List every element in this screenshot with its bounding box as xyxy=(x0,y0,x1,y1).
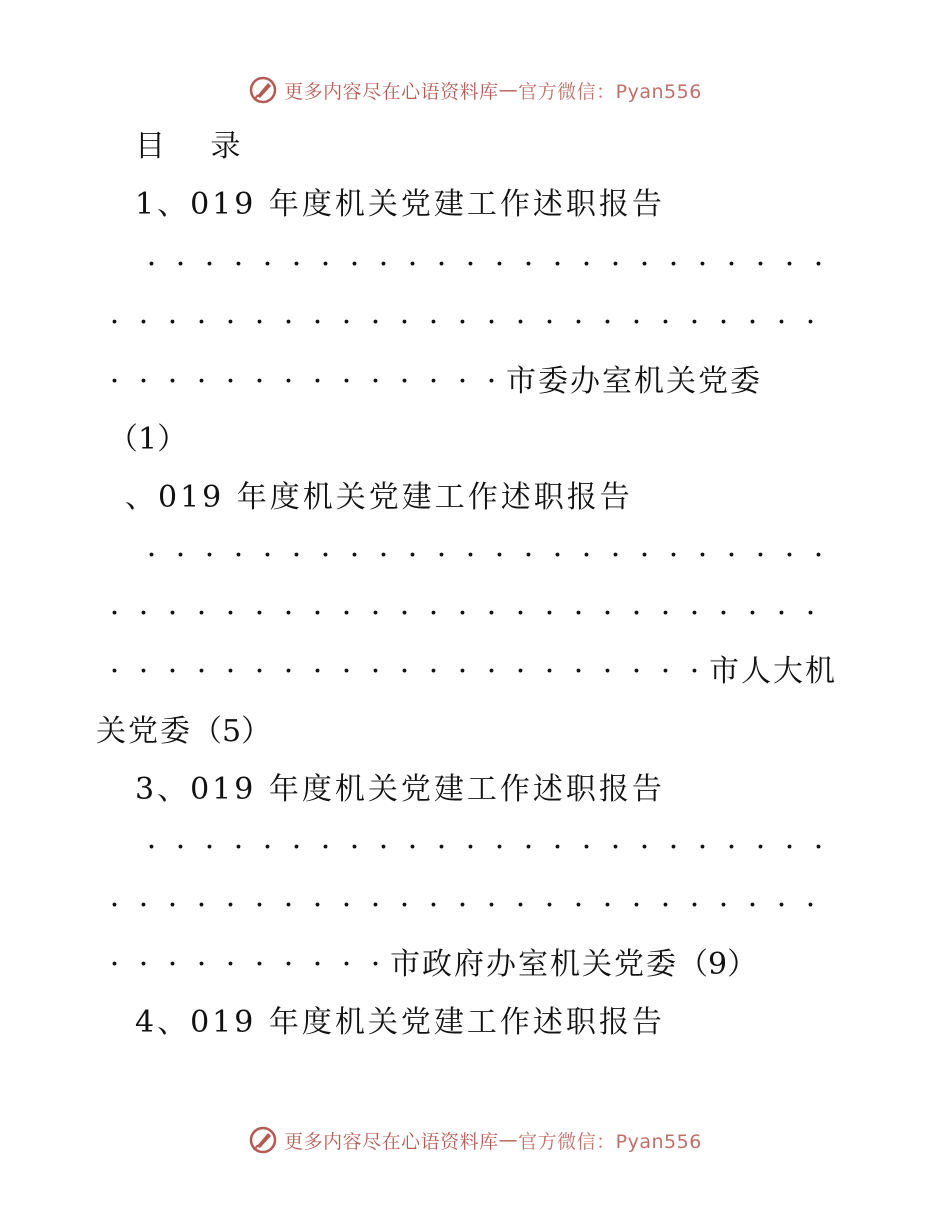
leader-dot: · xyxy=(262,830,273,865)
toc-entry-1-page: （1） xyxy=(108,422,188,457)
leader-dot: · xyxy=(341,654,352,689)
leader-dot: · xyxy=(660,654,671,689)
leader-dot: · xyxy=(718,888,729,923)
leader-dot: · xyxy=(407,830,418,865)
leader-dot: · xyxy=(457,654,468,689)
leader-dot: · xyxy=(320,538,331,573)
quill-seal-icon xyxy=(248,75,278,105)
leader-dot: · xyxy=(109,888,120,923)
leader-dot: · xyxy=(544,888,555,923)
toc-entry-3-page: （9） xyxy=(678,947,758,982)
watermark-banner-top xyxy=(0,70,950,110)
leader-dot: · xyxy=(631,888,642,923)
leader-dot: · xyxy=(225,596,236,631)
leader-dot: · xyxy=(283,364,294,399)
leader-dot: · xyxy=(428,654,439,689)
leader-dot: · xyxy=(341,947,352,982)
leader-dot: · xyxy=(494,830,505,865)
dot-leader xyxy=(137,828,833,868)
leader-dot: · xyxy=(109,947,120,982)
leader-dot: · xyxy=(283,947,294,982)
leader-dot: · xyxy=(312,947,323,982)
leader-dot: · xyxy=(544,596,555,631)
leader-dot: · xyxy=(399,596,410,631)
leader-dot: · xyxy=(602,888,613,923)
leader-dot: · xyxy=(573,888,584,923)
leader-dot: · xyxy=(283,888,294,923)
leader-dot: · xyxy=(515,305,526,340)
leader-dot: · xyxy=(254,654,265,689)
leader-dot: · xyxy=(813,247,824,282)
watermark-separator: — xyxy=(498,79,519,101)
leader-dot: · xyxy=(196,596,207,631)
leader-dot: · xyxy=(668,538,679,573)
leader-dot: · xyxy=(697,247,708,282)
leader-dot: · xyxy=(146,247,157,282)
leader-dot: · xyxy=(407,247,418,282)
toc-entry-2-author-line xyxy=(96,712,271,752)
leader-dot: · xyxy=(262,538,273,573)
leader-dot: · xyxy=(312,364,323,399)
leader-dot: · xyxy=(697,830,708,865)
leader-dot: · xyxy=(494,538,505,573)
leader-dot: · xyxy=(196,364,207,399)
quill-seal-icon xyxy=(248,1125,278,1155)
leader-dot: · xyxy=(436,830,447,865)
leader-dot: · xyxy=(581,247,592,282)
leader-dot: · xyxy=(573,305,584,340)
toc-entry-4-title: 4、019 年度机关党建工作述职报告 xyxy=(135,1005,665,1040)
dot-leader xyxy=(137,245,833,285)
toc-entry-3-author: 市政府办室机关党委 xyxy=(390,947,678,982)
leader-dot: · xyxy=(755,830,766,865)
leader-dot: · xyxy=(755,247,766,282)
leader-dot: · xyxy=(138,596,149,631)
leader-dot: · xyxy=(465,247,476,282)
leader-dot: · xyxy=(146,538,157,573)
leader-dot: · xyxy=(726,247,737,282)
toc-entry-2-author-part1: 市人大机 xyxy=(709,654,837,689)
toc-entry-1-leader-line xyxy=(100,362,762,402)
toc-entry-2-title: 、019 年度机关党建工作述职报告 xyxy=(125,480,633,515)
leader-dot: · xyxy=(718,305,729,340)
leader-dot: · xyxy=(639,247,650,282)
leader-dot: · xyxy=(138,888,149,923)
leader-dot: · xyxy=(610,830,621,865)
leader-dot: · xyxy=(552,830,563,865)
leader-dot: · xyxy=(254,364,265,399)
watermark-banner-bottom xyxy=(0,1120,950,1160)
leader-dot: · xyxy=(436,247,447,282)
leader-dot: · xyxy=(349,247,360,282)
leader-dot: · xyxy=(465,538,476,573)
leader-dot: · xyxy=(639,538,650,573)
dot-leader xyxy=(137,536,833,576)
leader-dot: · xyxy=(457,364,468,399)
leader-dot: · xyxy=(175,538,186,573)
leader-dot: · xyxy=(283,654,294,689)
leader-dot: · xyxy=(233,830,244,865)
leader-dot: · xyxy=(312,888,323,923)
leader-dot: · xyxy=(689,888,700,923)
leader-dot: · xyxy=(341,305,352,340)
leader-dot: · xyxy=(747,596,758,631)
leader-dot: · xyxy=(109,305,120,340)
leader-dot: · xyxy=(776,305,787,340)
leader-dot: · xyxy=(167,888,178,923)
leader-dot: · xyxy=(784,830,795,865)
leader-dot: · xyxy=(109,596,120,631)
leader-dot: · xyxy=(196,305,207,340)
leader-dot: · xyxy=(813,830,824,865)
leader-dot: · xyxy=(138,364,149,399)
leader-dot: · xyxy=(349,830,360,865)
leader-dot: · xyxy=(254,305,265,340)
leader-dot: · xyxy=(805,888,816,923)
leader-dot: · xyxy=(631,596,642,631)
toc-entry-1-author: 市委办室机关党委 xyxy=(506,364,762,399)
leader-dot: · xyxy=(167,305,178,340)
leader-dot: · xyxy=(689,305,700,340)
leader-dot: · xyxy=(262,247,273,282)
leader-dot: · xyxy=(631,654,642,689)
leader-dot: · xyxy=(225,654,236,689)
leader-dot: · xyxy=(457,888,468,923)
toc-entry-3-title: 3、019 年度机关党建工作述职报告 xyxy=(135,772,665,807)
leader-dot: · xyxy=(747,305,758,340)
leader-dot: · xyxy=(399,364,410,399)
leader-dot: · xyxy=(312,305,323,340)
leader-dot: · xyxy=(341,888,352,923)
leader-dot: · xyxy=(486,305,497,340)
leader-dot: · xyxy=(196,888,207,923)
dot-leader xyxy=(100,654,709,689)
leader-dot: · xyxy=(486,364,497,399)
leader-dot: · xyxy=(581,538,592,573)
leader-dot: · xyxy=(515,654,526,689)
leader-dot: · xyxy=(573,596,584,631)
leader-dot: · xyxy=(349,538,360,573)
leader-dot: · xyxy=(726,830,737,865)
leader-dot: · xyxy=(283,596,294,631)
leader-dot: · xyxy=(109,364,120,399)
watermark-separator: — xyxy=(498,1129,519,1151)
leader-dot: · xyxy=(225,888,236,923)
watermark-wechat: 官方微信：Pyan556 xyxy=(518,1130,702,1153)
leader-dot: · xyxy=(370,888,381,923)
leader-dot: · xyxy=(399,654,410,689)
leader-dot: · xyxy=(370,364,381,399)
leader-dot: · xyxy=(428,888,439,923)
leader-dot: · xyxy=(109,654,120,689)
leader-dot: · xyxy=(196,654,207,689)
leader-dot: · xyxy=(378,830,389,865)
leader-dot: · xyxy=(204,538,215,573)
leader-dot: · xyxy=(523,538,534,573)
toc-entry-1-title: 1、019 年度机关党建工作述职报告 xyxy=(135,187,665,222)
leader-dot: · xyxy=(436,538,447,573)
leader-dot: · xyxy=(254,596,265,631)
leader-dot: · xyxy=(225,947,236,982)
leader-dot: · xyxy=(341,596,352,631)
leader-dot: · xyxy=(660,888,671,923)
leader-dot: · xyxy=(552,247,563,282)
leader-dot: · xyxy=(747,888,758,923)
leader-dot: · xyxy=(428,596,439,631)
dot-leader xyxy=(100,364,506,399)
leader-dot: · xyxy=(146,830,157,865)
leader-dot: · xyxy=(784,247,795,282)
leader-dot: · xyxy=(602,596,613,631)
leader-dot: · xyxy=(225,364,236,399)
leader-dot: · xyxy=(573,654,584,689)
dot-leader xyxy=(100,594,825,634)
leader-dot: · xyxy=(370,596,381,631)
leader-dot: · xyxy=(320,247,331,282)
leader-dot: · xyxy=(370,654,381,689)
leader-dot: · xyxy=(660,305,671,340)
leader-dot: · xyxy=(399,305,410,340)
leader-dot: · xyxy=(689,654,700,689)
leader-dot: · xyxy=(581,830,592,865)
leader-dot: · xyxy=(291,538,302,573)
leader-dot: · xyxy=(399,888,410,923)
leader-dot: · xyxy=(486,654,497,689)
leader-dot: · xyxy=(544,305,555,340)
dot-leader xyxy=(100,886,825,926)
leader-dot: · xyxy=(370,947,381,982)
leader-dot: · xyxy=(610,247,621,282)
dot-leader xyxy=(100,947,390,982)
leader-dot: · xyxy=(196,947,207,982)
leader-dot: · xyxy=(668,830,679,865)
leader-dot: · xyxy=(225,305,236,340)
leader-dot: · xyxy=(457,596,468,631)
toc-entry-3-leader-line xyxy=(100,945,757,985)
leader-dot: · xyxy=(465,830,476,865)
leader-dot: · xyxy=(291,247,302,282)
toc-heading: 目 录 xyxy=(135,129,259,164)
leader-dot: · xyxy=(254,888,265,923)
leader-dot: · xyxy=(784,538,795,573)
leader-dot: · xyxy=(552,538,563,573)
leader-dot: · xyxy=(610,538,621,573)
leader-dot: · xyxy=(204,830,215,865)
leader-dot: · xyxy=(813,538,824,573)
leader-dot: · xyxy=(167,947,178,982)
watermark-wechat: 官方微信：Pyan556 xyxy=(518,80,702,103)
leader-dot: · xyxy=(515,596,526,631)
leader-dot: · xyxy=(312,596,323,631)
leader-dot: · xyxy=(138,947,149,982)
leader-dot: · xyxy=(805,305,816,340)
leader-dot: · xyxy=(428,305,439,340)
leader-dot: · xyxy=(602,654,613,689)
leader-dot: · xyxy=(755,538,766,573)
leader-dot: · xyxy=(631,305,642,340)
leader-dot: · xyxy=(494,247,505,282)
leader-dot: · xyxy=(428,364,439,399)
leader-dot: · xyxy=(175,247,186,282)
leader-dot: · xyxy=(233,538,244,573)
toc-entry-2-author-part2: 关党委 xyxy=(96,714,192,749)
leader-dot: · xyxy=(370,305,381,340)
leader-dot: · xyxy=(776,888,787,923)
leader-dot: · xyxy=(776,596,787,631)
leader-dot: · xyxy=(378,538,389,573)
leader-dot: · xyxy=(457,305,468,340)
leader-dot: · xyxy=(254,947,265,982)
leader-dot: · xyxy=(312,654,323,689)
leader-dot: · xyxy=(602,305,613,340)
leader-dot: · xyxy=(523,830,534,865)
leader-dot: · xyxy=(718,596,729,631)
leader-dot: · xyxy=(515,888,526,923)
leader-dot: · xyxy=(167,654,178,689)
leader-dot: · xyxy=(407,538,418,573)
leader-dot: · xyxy=(486,596,497,631)
leader-dot: · xyxy=(341,364,352,399)
leader-dot: · xyxy=(697,538,708,573)
watermark-text: 更多内容尽在心语资料库 xyxy=(284,80,499,103)
leader-dot: · xyxy=(689,596,700,631)
toc-entry-2-page: （5） xyxy=(192,714,272,749)
leader-dot: · xyxy=(544,654,555,689)
leader-dot: · xyxy=(805,596,816,631)
leader-dot: · xyxy=(726,538,737,573)
leader-dot: · xyxy=(523,247,534,282)
leader-dot: · xyxy=(668,247,679,282)
leader-dot: · xyxy=(486,888,497,923)
leader-dot: · xyxy=(138,305,149,340)
leader-dot: · xyxy=(204,247,215,282)
dot-leader xyxy=(100,303,825,343)
watermark-text: 更多内容尽在心语资料库 xyxy=(284,1130,499,1153)
leader-dot: · xyxy=(138,654,149,689)
leader-dot: · xyxy=(320,830,331,865)
leader-dot: · xyxy=(167,364,178,399)
leader-dot: · xyxy=(378,247,389,282)
leader-dot: · xyxy=(639,830,650,865)
leader-dot: · xyxy=(233,247,244,282)
leader-dot: · xyxy=(167,596,178,631)
leader-dot: · xyxy=(175,830,186,865)
toc-entry-2-leader-line xyxy=(100,652,837,692)
leader-dot: · xyxy=(283,305,294,340)
leader-dot: · xyxy=(660,596,671,631)
leader-dot: · xyxy=(291,830,302,865)
